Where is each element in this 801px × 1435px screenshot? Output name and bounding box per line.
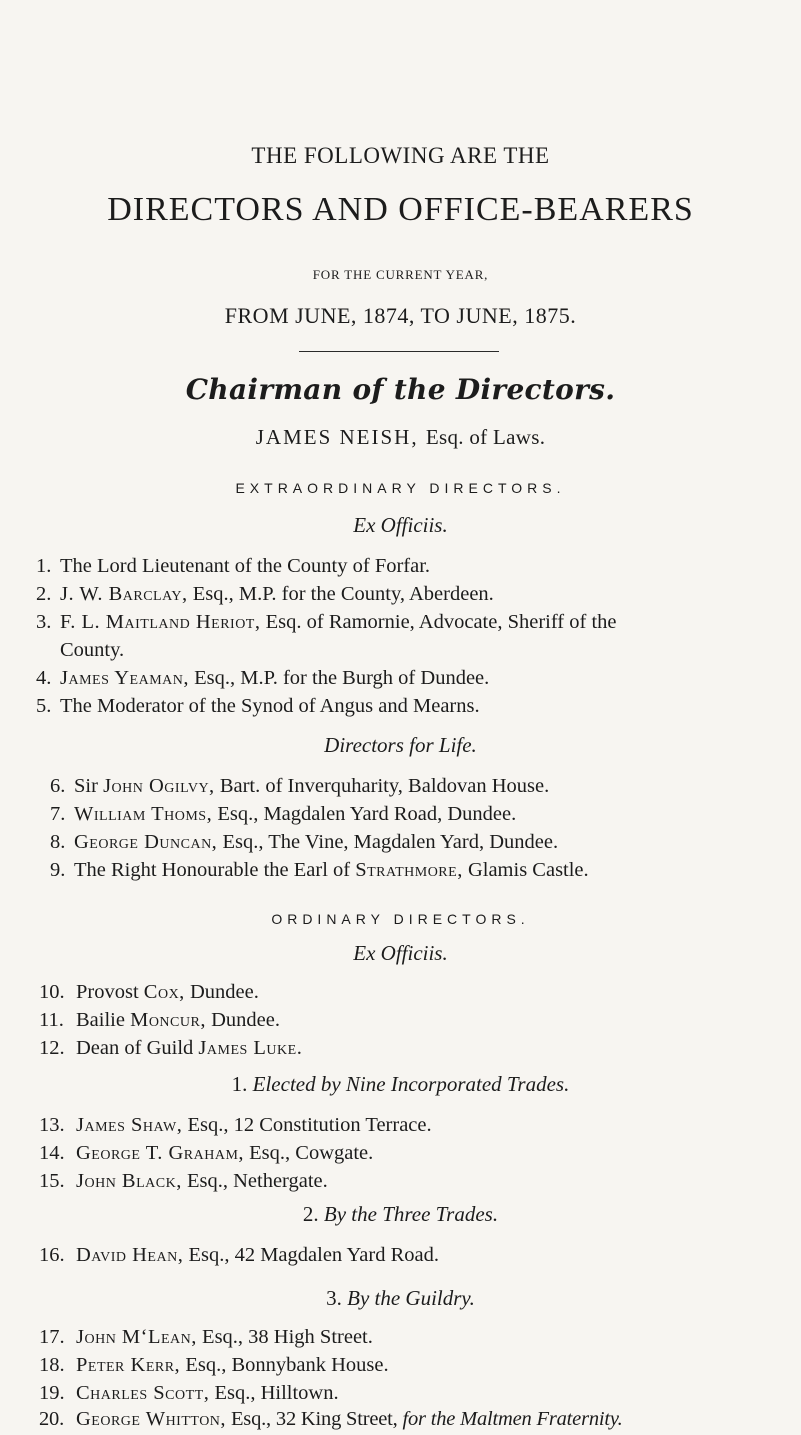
chairman-name-tail: Esq. of Laws. [425,425,546,449]
ex-officiis-heading-2: Ex Officiis. [353,941,448,965]
list-item: 19. Charles Scott, Esq., Hilltown. [39,1382,339,1404]
chairman-name-line [0,425,801,450]
list-item: 18. Peter Kerr, Esq., Bonnybank House. [39,1354,389,1376]
divider-rule [299,351,499,352]
list-item: 17. John M‘Lean, Esq., 38 High Street. [39,1326,373,1348]
list-item: 6. Sir John Ogilvy, Bart. of Inverquharity, Baldovan House. [50,775,550,797]
list-item: 20. George Whitton, Esq., 32 King Street, for the Maltmen Fraternity. [39,1408,623,1430]
ordinary-directors-heading: ORDINARY DIRECTORS. [271,911,530,927]
header-line-following: THE FOLLOWING ARE THE [251,143,550,168]
nine-trades-heading: 1. Elected by Nine Incorporated Trades. [231,1072,570,1096]
list-item: 8. George Duncan, Esq., The Vine, Magdalen Yard, Dundee. [50,831,559,853]
list-item: 9. The Right Honourable the Earl of Strathmore, Glamis Castle. [50,859,589,881]
list-item: 4. James Yeaman, Esq., M.P. for the Burgh of Dundee. [36,667,490,689]
list-item: 14. George T. Graham, Esq., Cowgate. [39,1142,374,1164]
list-item: 13. James Shaw, Esq., 12 Constitution Terrace. [39,1114,432,1136]
header-current-year: FOR THE CURRENT YEAR, [312,267,489,282]
list-item: 12. Dean of Guild James Luke. [39,1037,303,1059]
three-trades-heading: 2. By the Three Trades. [302,1202,499,1226]
guildry-heading: 3. By the Guildry. [326,1286,475,1310]
ex-officiis-heading-1: Ex Officiis. [353,513,448,537]
chairman-name: JAMES NEISH, [255,425,419,449]
list-item: 15. John Black, Esq., Nethergate. [39,1170,328,1192]
header-title: DIRECTORS AND OFFICE-BEARERS [107,191,694,228]
list-item: 2. J. W. Barclay, Esq., M.P. for the County, Aberdeen. [36,583,494,605]
list-item-continuation: County. [60,639,125,661]
header-date-range: FROM JUNE, 1874, TO JUNE, 1875. [224,303,577,328]
list-item: 1. The Lord Lieutenant of the County of Forfar. [36,555,431,577]
list-item: 7. William Thoms, Esq., Magdalen Yard Road, Dundee. [50,803,517,825]
list-item: 11. Bailie Moncur, Dundee. [39,1009,280,1031]
extraordinary-directors-heading: EXTRAORDINARY DIRECTORS. [235,480,566,496]
directors-for-life-heading: Directors for Life. [324,733,477,757]
list-item: 16. David Hean, Esq., 42 Magdalen Yard Road. [39,1244,439,1266]
list-item: 10. Provost Cox, Dundee. [39,981,259,1003]
list-item: 5. The Moderator of the Synod of Angus and Mearns. [36,695,480,717]
list-item: 3. F. L. Maitland Heriot, Esq. of Ramornie, Advocate, Sheriff of the [36,611,617,633]
chairman-heading: Chairman of the Directors. [185,373,616,406]
